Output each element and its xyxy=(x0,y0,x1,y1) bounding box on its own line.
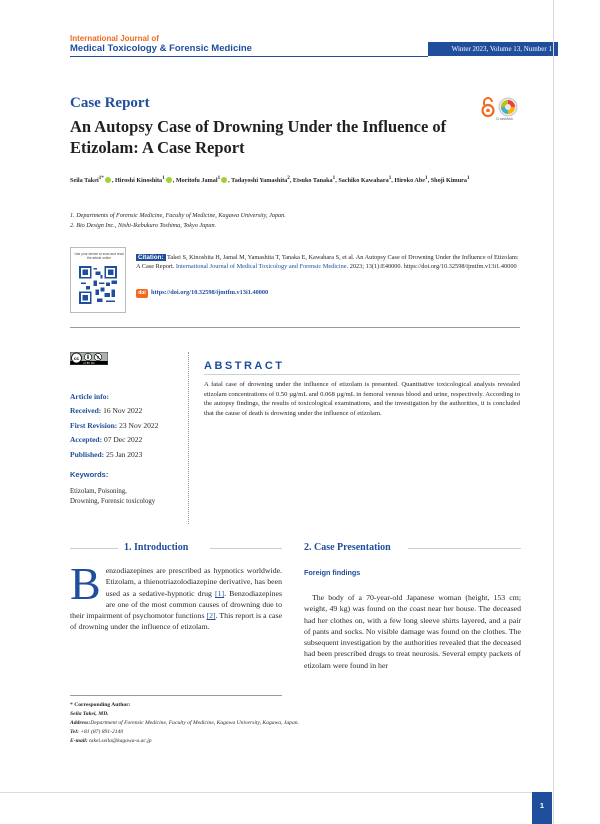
article-info-heading: Article info: xyxy=(70,392,109,401)
received-date: 16 Nov 2022 xyxy=(103,406,143,415)
author-name: Hiroko Abe xyxy=(394,177,426,185)
citation-journal-link[interactable]: International Journal of Medical Toxicology and Forensic Medicine. xyxy=(175,263,349,270)
orcid-icon[interactable] xyxy=(221,177,227,183)
case-subheading: Foreign findings xyxy=(304,568,361,577)
article-type: Case Report xyxy=(70,95,150,111)
received-row: Received: 16 Nov 2022 xyxy=(70,406,143,415)
corresponding-tel: +81 (87) 891-2140 xyxy=(80,729,124,735)
page-edge-rule xyxy=(553,0,554,824)
page-number: 1 xyxy=(532,792,552,824)
corresponding-address: Department of Forensic Medicine, Faculty of Medicine, Kagawa University, Kagawa, Japan. xyxy=(90,720,299,726)
published-date: 25 Jan 2023 xyxy=(106,449,143,459)
revision-row: First Revision: 23 Nov 2022 xyxy=(70,420,159,430)
qr-panel xyxy=(70,247,126,313)
corresponding-email[interactable]: takei.seila@kagawa-u.ac.jp xyxy=(89,738,152,744)
accepted-date: 07 Dec 2022 xyxy=(103,435,143,444)
keywords: Etizolam, Poisoning, Drowning, Forensic toxicology xyxy=(70,488,156,505)
journal-name-line1: International Journal of xyxy=(70,34,159,43)
affiliation-1: 1. Departments of Forensic Medicine, Faculty of Medicine, Kagawa University, Japan. xyxy=(70,212,286,219)
heading-rule xyxy=(408,548,521,549)
author-list: Seila Takei$^{1*}$ , Hiroshi Kinoshita$^1$ , Moritofu Jamal$^1$ , Tadayoshi Yamashita$^2$, Etsuko Tanaka$^1$, Sachiko Kawahara$^1$, Hiroko Abe$^1$, Shoji Kimura$^1$ xyxy=(70,175,470,185)
doi-link[interactable]: https://doi.org/10.32598/ijmtfm.v13i1.40000 xyxy=(151,289,269,296)
reference-link[interactable]: [1] xyxy=(215,588,225,598)
abstract-rule xyxy=(204,374,520,375)
case-heading: 2. Case Presentation xyxy=(304,542,391,553)
qr-caption: Use your device to scan and read the article online xyxy=(74,252,124,260)
accepted-row: Accepted: 07 Dec 2022 xyxy=(70,435,143,444)
doi-row xyxy=(136,289,268,298)
affiliations xyxy=(70,211,286,231)
open-access-icon xyxy=(480,96,496,118)
intro-heading: 1. Introduction xyxy=(124,542,189,553)
crossmark-icon[interactable] xyxy=(498,97,518,117)
orcid-icon[interactable] xyxy=(166,177,172,183)
doi-icon: doi xyxy=(136,289,148,298)
revision-date: 23 Nov 2022 xyxy=(119,420,159,430)
drop-cap: B xyxy=(70,558,101,609)
article-info xyxy=(70,404,158,462)
author-name: Sachiko Kawahara xyxy=(338,177,389,185)
citation-details: 2023; 13(1):E40000. https://doi.org/10.32598/ijmtfm.v13i1.40000 xyxy=(349,263,517,270)
case-body: The body of a 70-year-old Japanese woman (height, 153 cm; weight, 49 kg) was found on the coast near her house. The deceased had her clothes on, with a few long sleeve shirts layered, and a pair of pants and socks. No visible damage was found on the clothes. The subsequent investigation by the authorities revealed that the deceased had been prescribed drugs to treat neurosis. Several empty packets of etizolam were found in her xyxy=(304,593,521,670)
heading-rule xyxy=(210,548,282,549)
cc-license-icon[interactable] xyxy=(70,352,108,365)
cc-license-text: cc BY NC xyxy=(83,362,95,365)
citation-text: Takei S, Kinoshita H, Jamal M, Yamashita T, Tanaka E, Kawahara S, et al. An Autopsy Case of Drowning Under the Influence of Etizolam: A Case Report. xyxy=(136,254,519,270)
journal-name-line2: Medical Toxicology & Forensic Medicine xyxy=(70,43,252,54)
author-name: Moritofu Jamal xyxy=(175,177,218,185)
footer-rule xyxy=(0,792,532,793)
header-rule xyxy=(70,56,428,57)
journal-name xyxy=(70,34,252,54)
citation-block xyxy=(136,253,520,271)
badges xyxy=(480,96,520,120)
abstract-text: A fatal case of drowning under the influence of etizolam is presented. Quantitative toxicological analysis revealed etizolam concentrations of 0.50 µg/mL and 0.068 µg/mL in femoral venous blood and urine, respectively. According to the autopsy findings, the results of toxicological examinations, and the investigation by the authorities, it is concluded that the cause of death is drowning under the influence of etizolam. xyxy=(204,381,520,417)
correspondence-footnote: * Corresponding Author: Seila Takei, MD. Address:Department of Forensic Medicine, Faculty of Medicine, Kagawa University, Kagawa, Japan. Tel: +81 (87) 891-2140 E-mail: takei.seila@kagawa-u.ac.jp xyxy=(70,702,299,744)
reference-link[interactable]: [2] xyxy=(206,611,216,621)
heading-rule xyxy=(70,548,118,549)
abstract-heading: ABSTRACT xyxy=(204,360,285,372)
published-row: Published: 25 Jan 2023 xyxy=(70,449,143,459)
qr-code-icon[interactable] xyxy=(79,266,117,304)
author-name: Hiroshi Kinoshita xyxy=(114,177,163,185)
article-title: An Autopsy Case of Drowning Under the Influence of Etizolam: A Case Report xyxy=(70,117,447,157)
intro-body: Benzodiazepines are prescribed as hypnotics worldwide. Etizolam, a thienotriazolodiazepine derivative, has been used as a sedative-hypnotic drug [1]. Benzodiazepines are one of the most common causes of drowning due to their impairment of psychomotor functions [2]. This report is a case of drowning under the influence of etizolam. xyxy=(70,558,282,632)
column-divider xyxy=(188,352,189,524)
citation-label: Citation: xyxy=(138,254,164,261)
issue-label: Winter 2023, Volume 13, Number 1 xyxy=(428,42,558,56)
crossmark-label: CrossMark xyxy=(496,117,513,121)
author-name: Seila Takei xyxy=(70,177,99,185)
orcid-icon[interactable] xyxy=(105,177,111,183)
section-divider xyxy=(70,327,520,328)
footnote-rule xyxy=(70,695,282,696)
corresponding-heading: * Corresponding Author: xyxy=(70,702,131,708)
author-name: Shoji Kimura xyxy=(430,177,467,185)
corresponding-name: Seila Takei, MD. xyxy=(70,711,109,717)
affiliation-2: 2. Bio Design Inc., Nishi-Ikebukuro Toshima, Tokyo Japan. xyxy=(70,222,217,229)
svg-text:cc: cc xyxy=(73,355,80,361)
author-name: Etsuko Tanaka xyxy=(292,177,333,185)
author-name: Tadayoshi Yamashita xyxy=(231,177,288,185)
keywords-heading: Keywords: xyxy=(70,470,109,479)
